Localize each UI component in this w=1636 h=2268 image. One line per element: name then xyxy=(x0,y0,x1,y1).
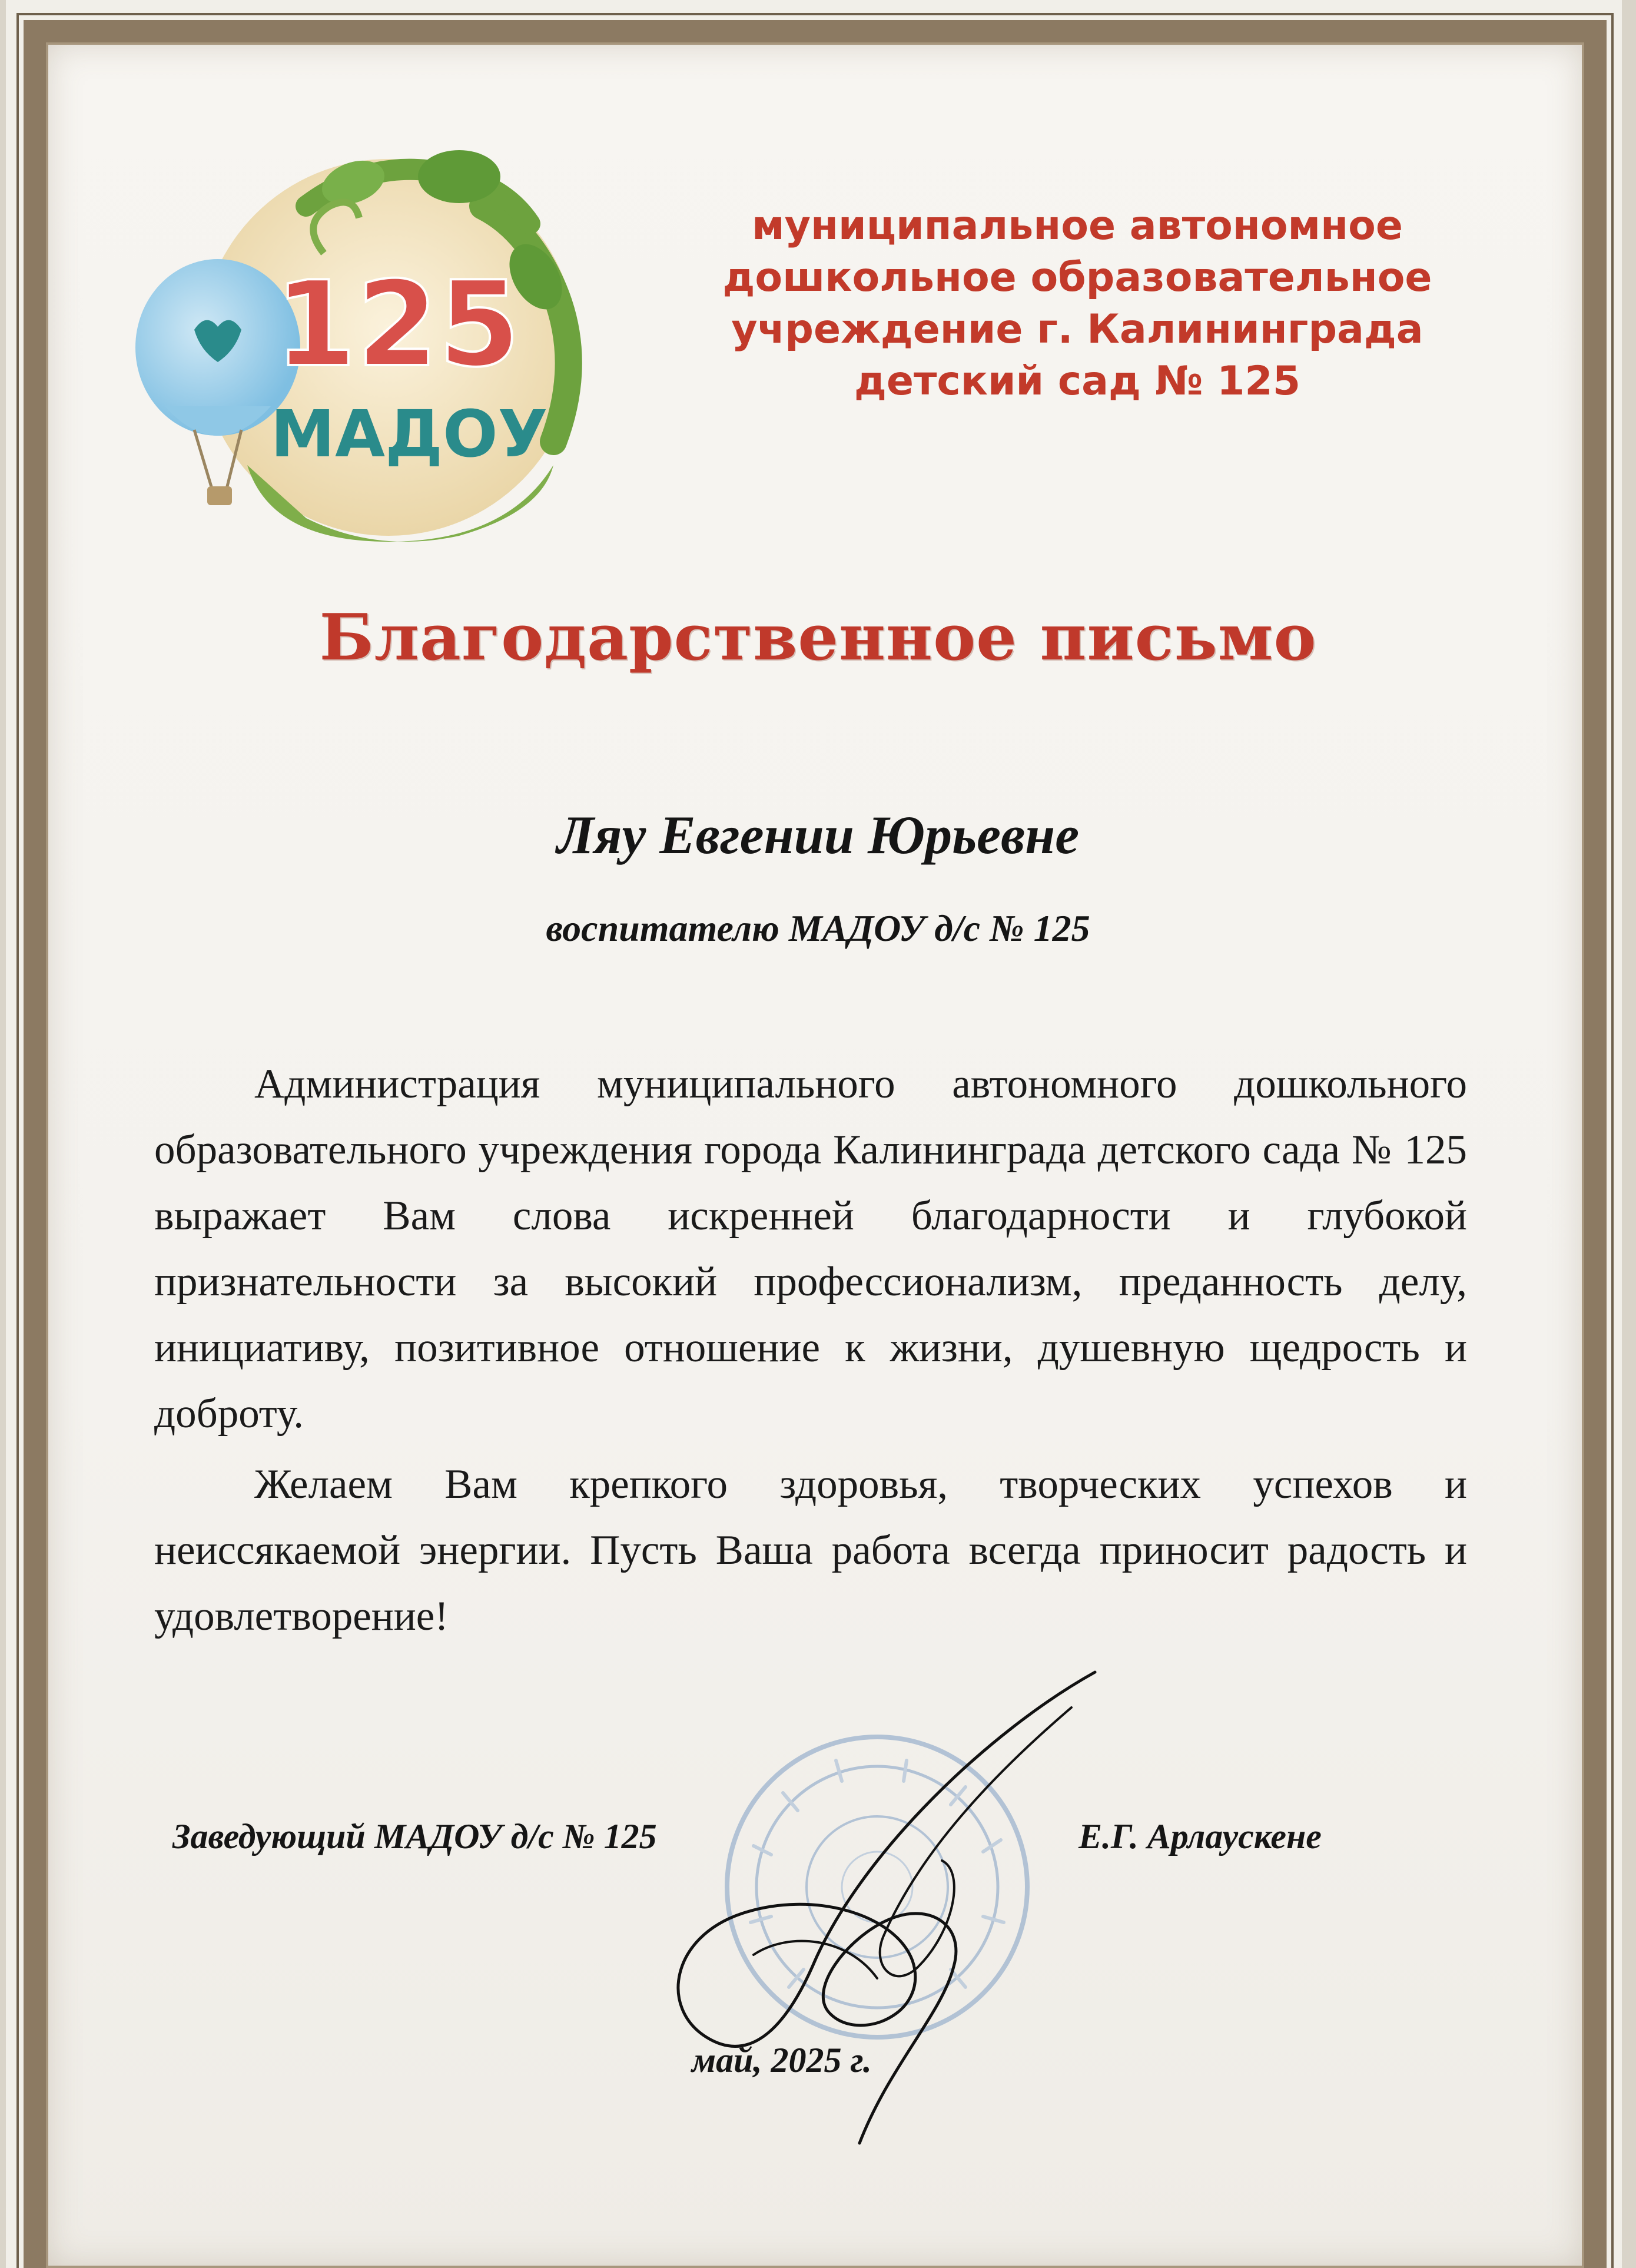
organization-header xyxy=(624,200,1531,407)
letter-title: Благодарственное письмо xyxy=(319,601,1317,675)
signer-role: Заведующий МАДОУ д/с № 125 xyxy=(172,1817,657,1856)
leaf-icon xyxy=(418,150,500,203)
organization-line: муниципальное автономное xyxy=(752,203,1403,249)
handwritten-signature xyxy=(636,1660,1119,2167)
logo-number: 125 xyxy=(274,256,520,393)
signer-name: Е.Г. Арлаускене xyxy=(1079,1817,1322,1856)
logo-label: МАДОУ xyxy=(270,396,548,472)
recipient-position: воспитателю МАДОУ д/с № 125 xyxy=(546,907,1090,949)
recipient-name: Ляу Евгении Юрьевне xyxy=(556,805,1080,865)
kindergarten-logo xyxy=(130,135,612,559)
organization-line: учреждение г. Калининграда xyxy=(731,306,1423,353)
letter-date: май, 2025 г. xyxy=(692,2041,872,2080)
body-paragraph: Желаем Вам крепкого здоровья, творческих успехов и неиссякаемой энергии. Пусть Ваша работа всегда приносит радость и удовлетворение! xyxy=(154,1461,1467,1639)
organization-line: детский сад № 125 xyxy=(854,358,1301,404)
body-paragraph: Администрация муниципального автономного дошкольного образовательного учреждения города Калининграда детского сада № 125 выражает Вам слова искренней благодарности и глубокой признательности за высокий профессионализм, преданность делу, инициативу, позитивное отношение к жизни, душевную щедрость и доброту. xyxy=(154,1061,1467,1437)
organization-line: дошкольное образовательное xyxy=(722,254,1432,301)
